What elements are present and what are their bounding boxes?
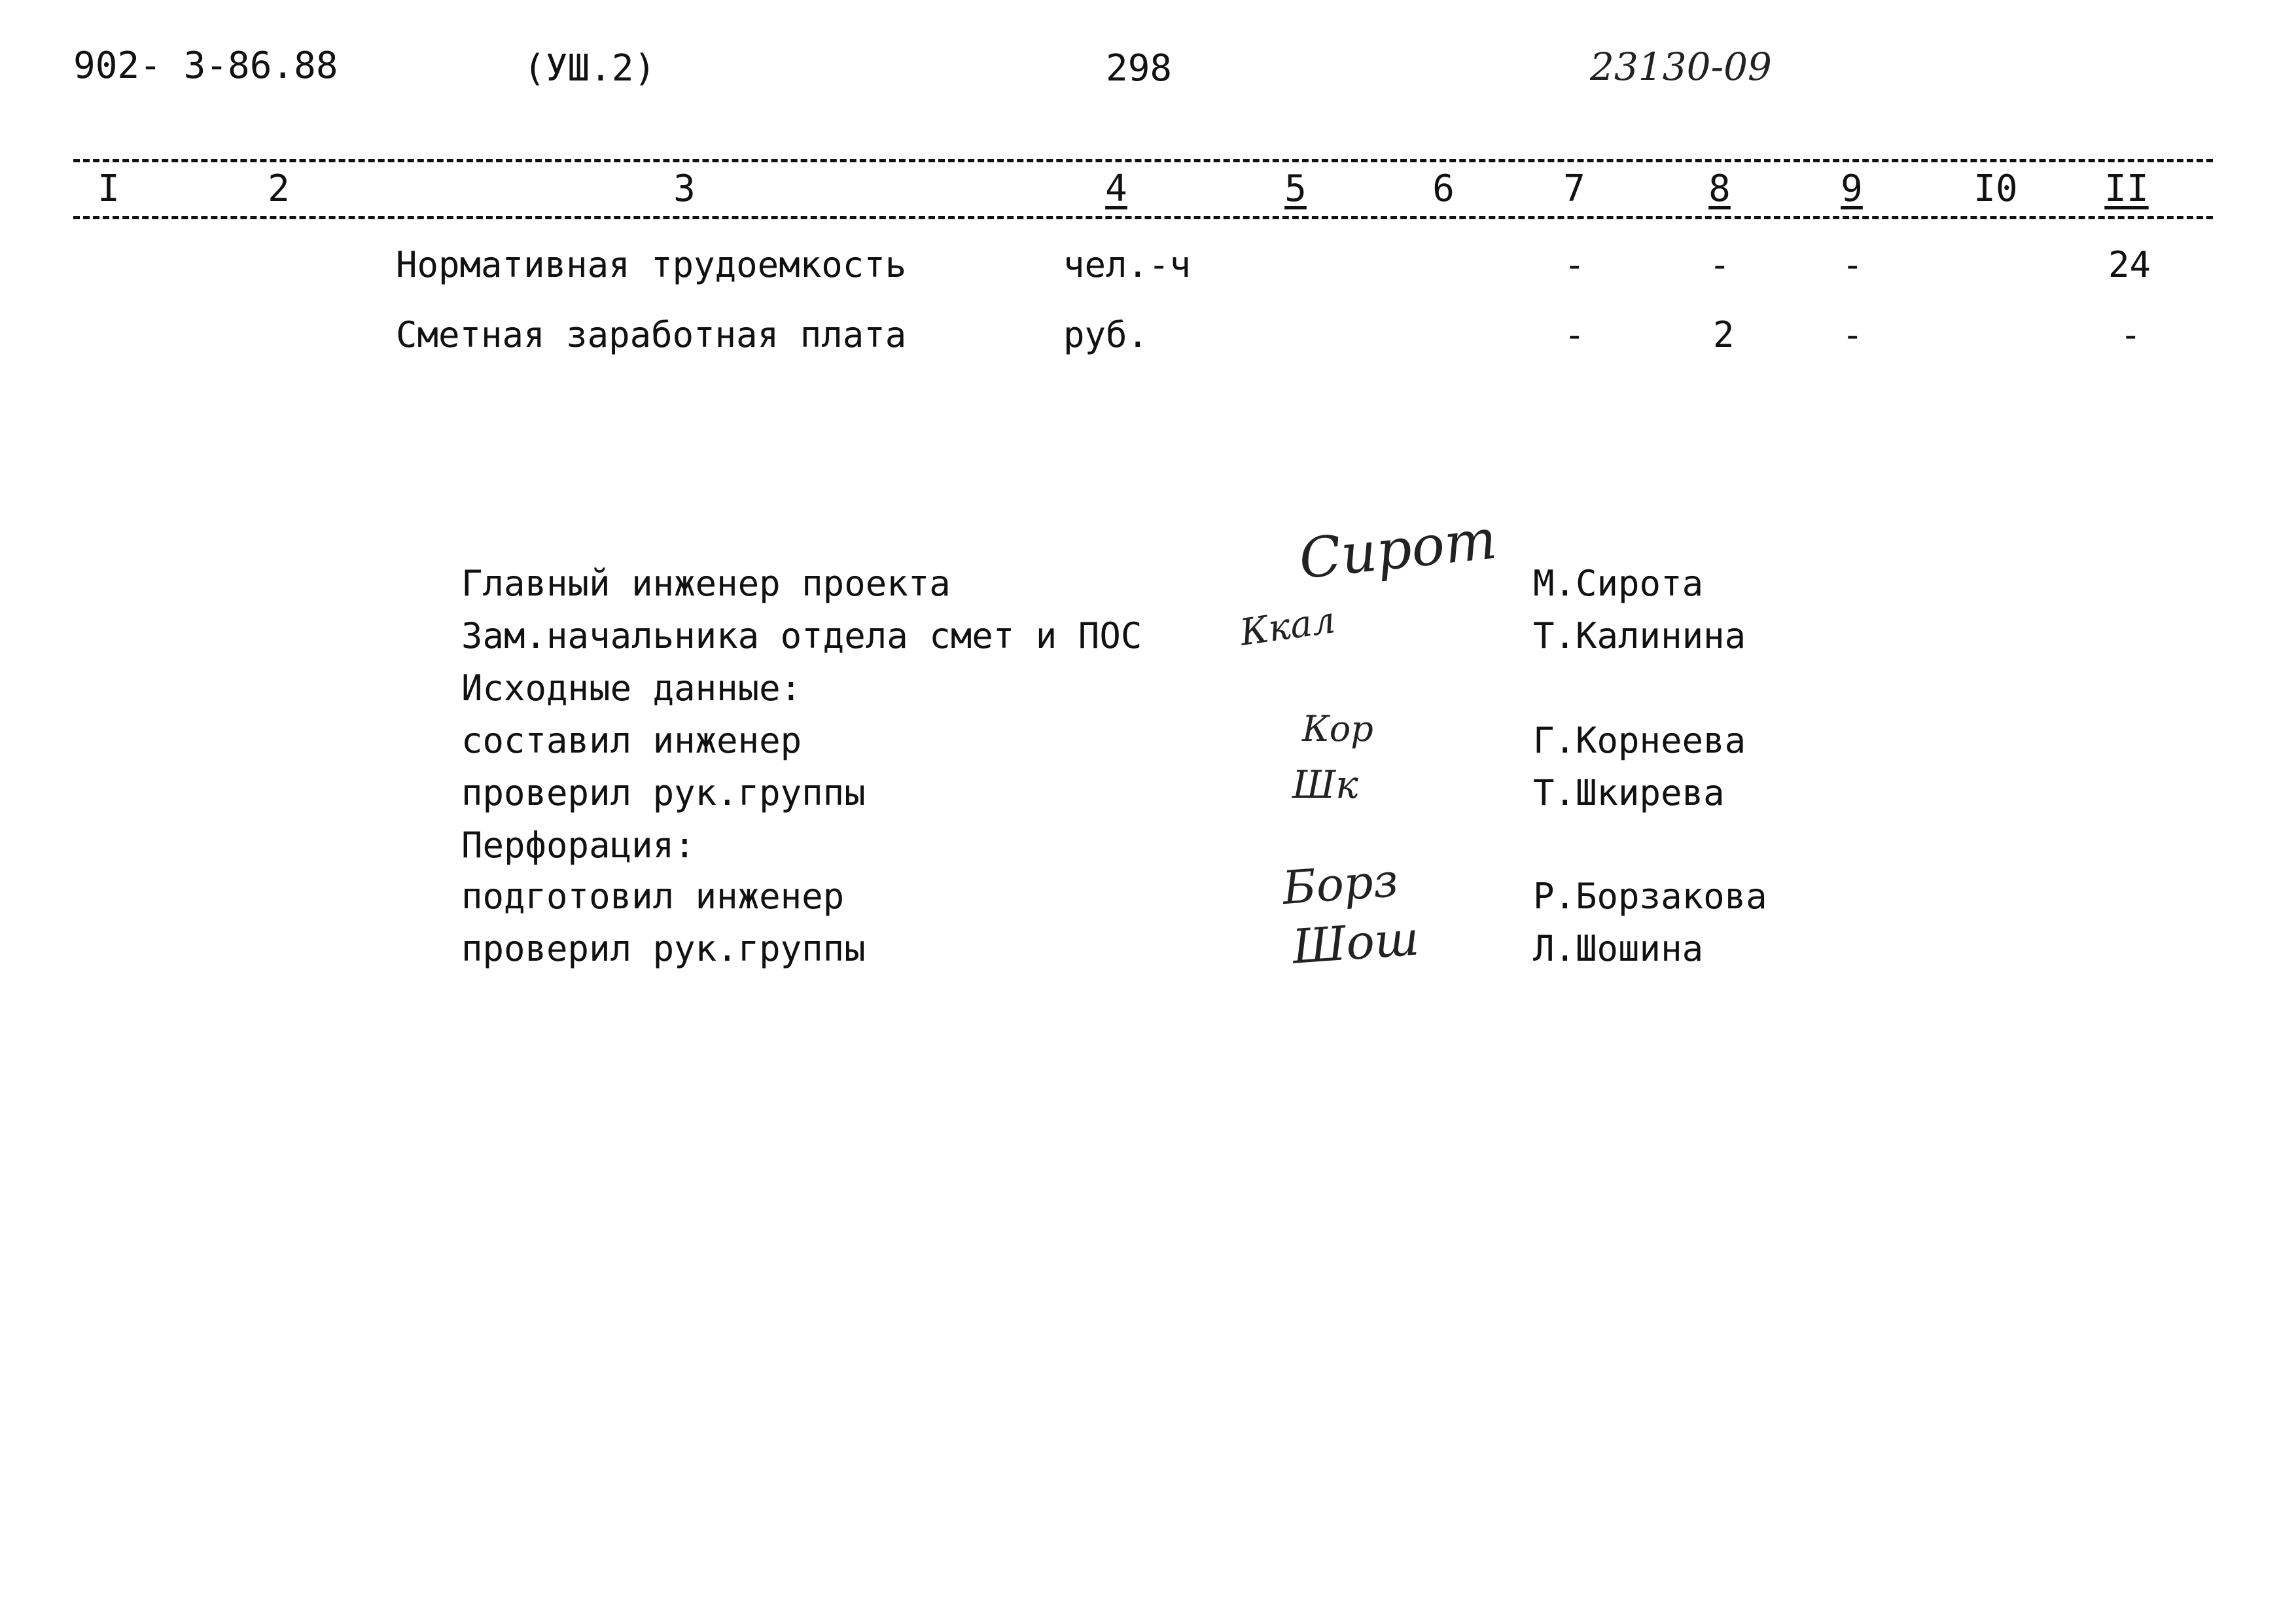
row-1-col9: -	[1842, 244, 1863, 285]
row-1-col11: 24	[2108, 244, 2151, 285]
signature-name: М.Сирота	[1533, 563, 1704, 604]
column-number-9: 9	[1841, 168, 1863, 210]
table-header-rule	[73, 216, 2213, 219]
column-number-10: I0	[1973, 168, 2018, 210]
signature-name: Г.Корнеева	[1533, 720, 1746, 761]
signature-mark: Сирот	[1296, 507, 1500, 592]
column-number-4: 4	[1105, 168, 1127, 210]
doc-code: 902- 3-86.88	[73, 45, 338, 87]
row-2-name: Сметная заработная плата	[396, 314, 907, 355]
row-2-unit: руб.	[1063, 314, 1149, 355]
row-1-col7: -	[1564, 244, 1585, 285]
signature-mark: Шош	[1290, 910, 1421, 974]
column-number-5: 5	[1284, 168, 1307, 210]
page-number: 298	[1106, 47, 1173, 90]
column-number-11: II	[2104, 168, 2149, 210]
signature-role: проверил рук.группы	[461, 928, 866, 969]
archive-number: 23130-09	[1590, 45, 1772, 89]
column-number-3: 3	[673, 168, 696, 210]
column-number-8: 8	[1708, 168, 1731, 210]
row-1-unit: чел.-ч	[1063, 244, 1192, 285]
column-number-7: 7	[1563, 168, 1585, 210]
signature-role: проверил рук.группы	[461, 772, 866, 813]
column-number-6: 6	[1432, 168, 1455, 210]
signature-mark: Шк	[1292, 762, 1358, 807]
section-heading: Перфорация:	[461, 825, 696, 866]
signature-role: Зам.начальника отдела смет и ПОС	[461, 615, 1142, 656]
row-2-col7: -	[1564, 314, 1585, 355]
row-1-col8: -	[1709, 244, 1731, 285]
signature-role: подготовил инженер	[461, 876, 845, 917]
table-top-rule	[73, 159, 2213, 162]
sheet-ref: (УШ.2)	[523, 47, 656, 90]
signature-name: Р.Борзакова	[1533, 876, 1767, 917]
row-1-name: Нормативная трудоемкость	[396, 244, 907, 285]
signature-mark: Борз	[1280, 853, 1400, 916]
section-heading: Исходные данные:	[461, 668, 802, 709]
signature-name: Т.Шкирева	[1533, 772, 1725, 813]
row-2-col8: 2	[1713, 314, 1735, 355]
signature-name: Л.Шошина	[1533, 928, 1704, 969]
signature-mark: Ккал	[1237, 599, 1338, 654]
column-number-1: I	[97, 168, 120, 210]
row-2-col11: -	[2120, 314, 2142, 355]
signature-name: Т.Калинина	[1533, 615, 1746, 656]
row-2-col9: -	[1842, 314, 1863, 355]
signature-mark: Кор	[1302, 708, 1373, 749]
column-number-2: 2	[268, 168, 290, 210]
signature-role: составил инженер	[461, 720, 802, 761]
signature-role: Главный инженер проекта	[461, 563, 951, 604]
